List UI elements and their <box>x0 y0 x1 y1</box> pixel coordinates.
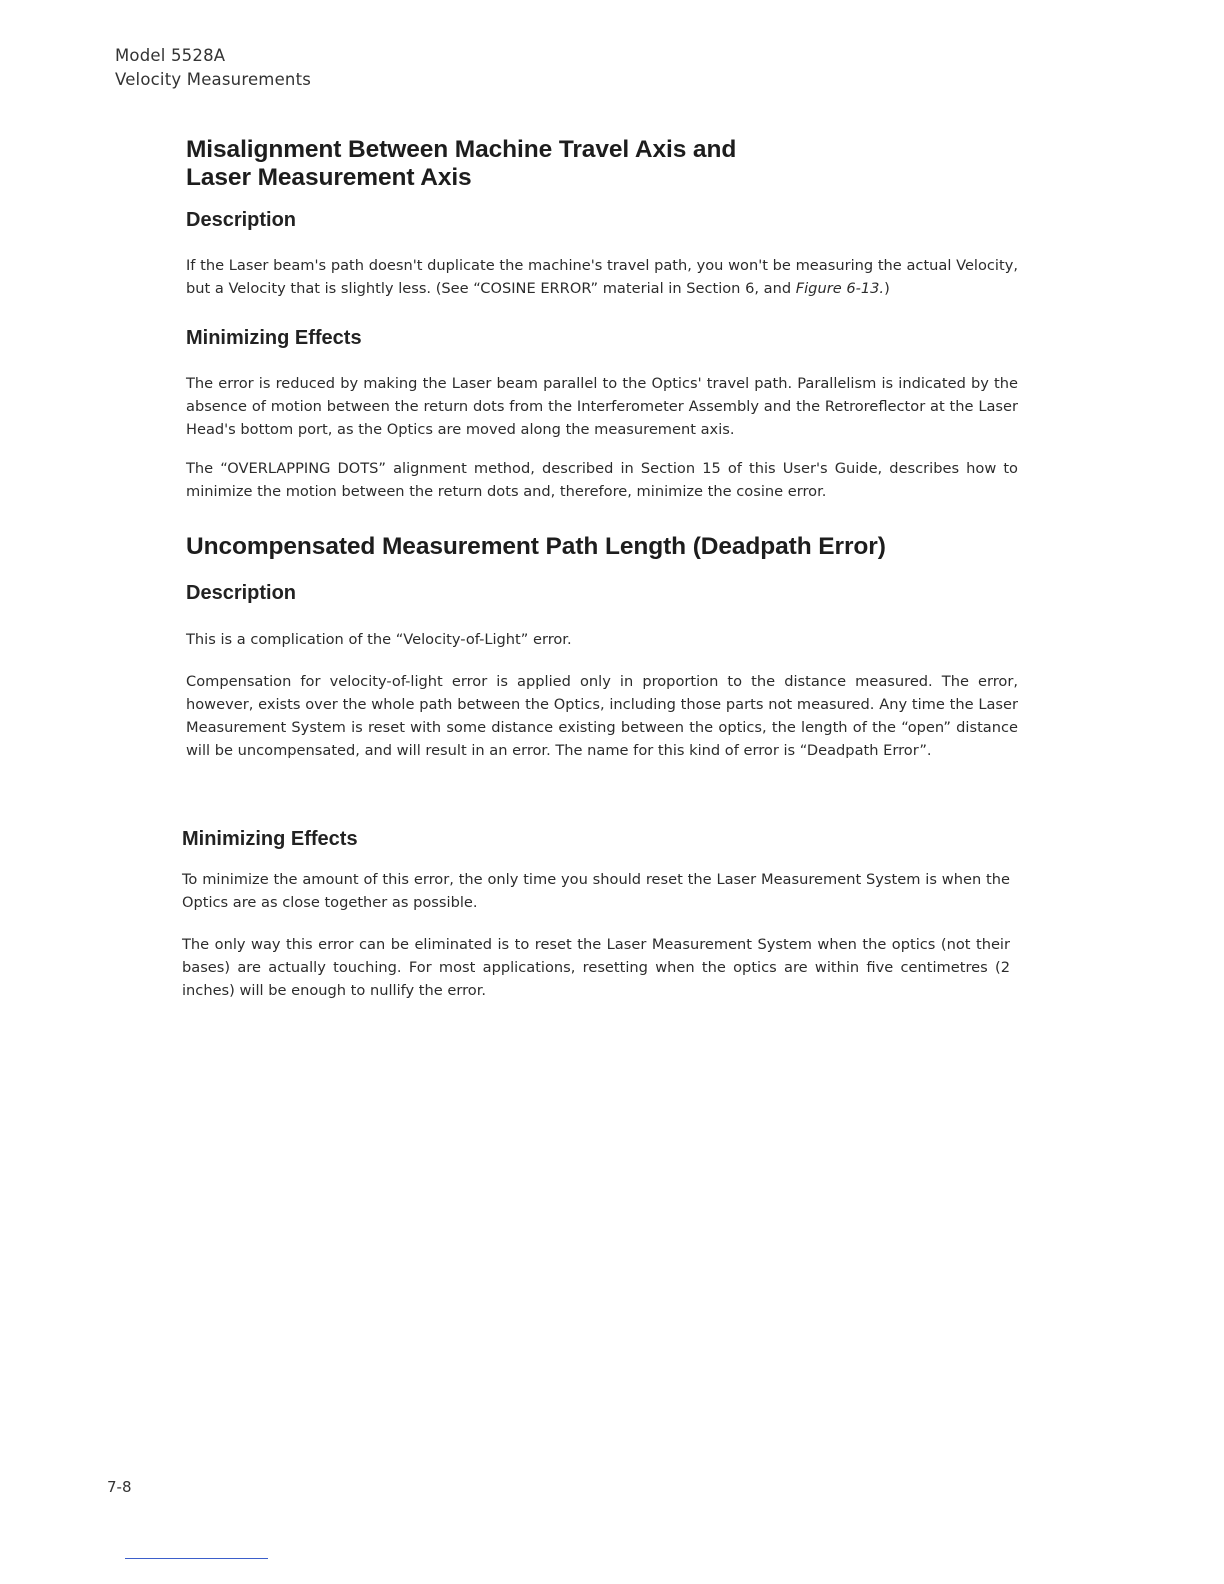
effects-paragraph-2: The only way this error can be eliminated is to reset the Laser Measurement System when the optics (not their bases) are actually touching. For most applications, resetting when the optics are within five centimetres (2 inches) will be enough to nullify the error. <box>182 936 1010 999</box>
description-paragraph <box>186 254 1018 300</box>
section-title-deadpath: Uncompensated Measurement Path Length (Deadpath Error) <box>186 533 886 560</box>
header-model: Model 5528A <box>115 46 226 65</box>
description-text-b: ) <box>884 280 890 297</box>
description-text-a: If the Laser beam's path doesn't duplicate the machine's travel path, you won't be measuring the actual Velocity, but a Velocity that is slightly less. (See “COSINE ERROR” material in Section 6, and <box>186 257 1018 297</box>
figure-reference: Figure 6-13. <box>795 280 885 297</box>
effects-paragraph-1: The error is reduced by making the Laser beam parallel to the Optics' travel path. Parallelism is indicated by the absence of motion between the return dots from the Interferometer Assembly and the Retroreflector at the Laser Head's bottom port, as the Optics are moved along the measurement axis. <box>186 375 1018 438</box>
section-title-misalignment <box>186 136 1018 192</box>
running-header <box>115 44 311 92</box>
page-body <box>182 136 1018 1002</box>
header-section: Velocity Measurements <box>115 70 312 89</box>
section-title-line2: Laser Measurement Axis <box>186 164 472 191</box>
minimizing-effects-heading: Minimizing Effects <box>182 828 358 850</box>
minimizing-effects-heading: Minimizing Effects <box>186 327 362 349</box>
page-number: 7-8 <box>107 1478 132 1496</box>
effects-paragraph-2: The “OVERLAPPING DOTS” alignment method, described in Section 15 of this User's Guide, describes how to minimize the motion between the return dots and, therefore, minimize the cosine error. <box>186 460 1018 500</box>
description-heading: Description <box>186 582 297 604</box>
description-heading: Description <box>186 209 297 231</box>
description-paragraph-1: This is a complication of the “Velocity-of-Light” error. <box>186 631 572 648</box>
section-title-line1: Misalignment Between Machine Travel Axis and <box>186 136 737 163</box>
effects-paragraph-1: To minimize the amount of this error, the only time you should reset the Laser Measurement System is when the Optics are as close together as possible. <box>182 871 1010 911</box>
description-paragraph-2: Compensation for velocity-of-light error is applied only in proportion to the distance measured. The error, however, exists over the whole path between the Optics, including those parts not measured. Any time the Laser Measurement System is reset with some distance existing between the optics, the length of the “open” distance will be uncompensated, and will result in an error. The name for this kind of error is “Deadpath Error”. <box>186 673 1018 759</box>
footer-rule <box>125 1558 268 1559</box>
